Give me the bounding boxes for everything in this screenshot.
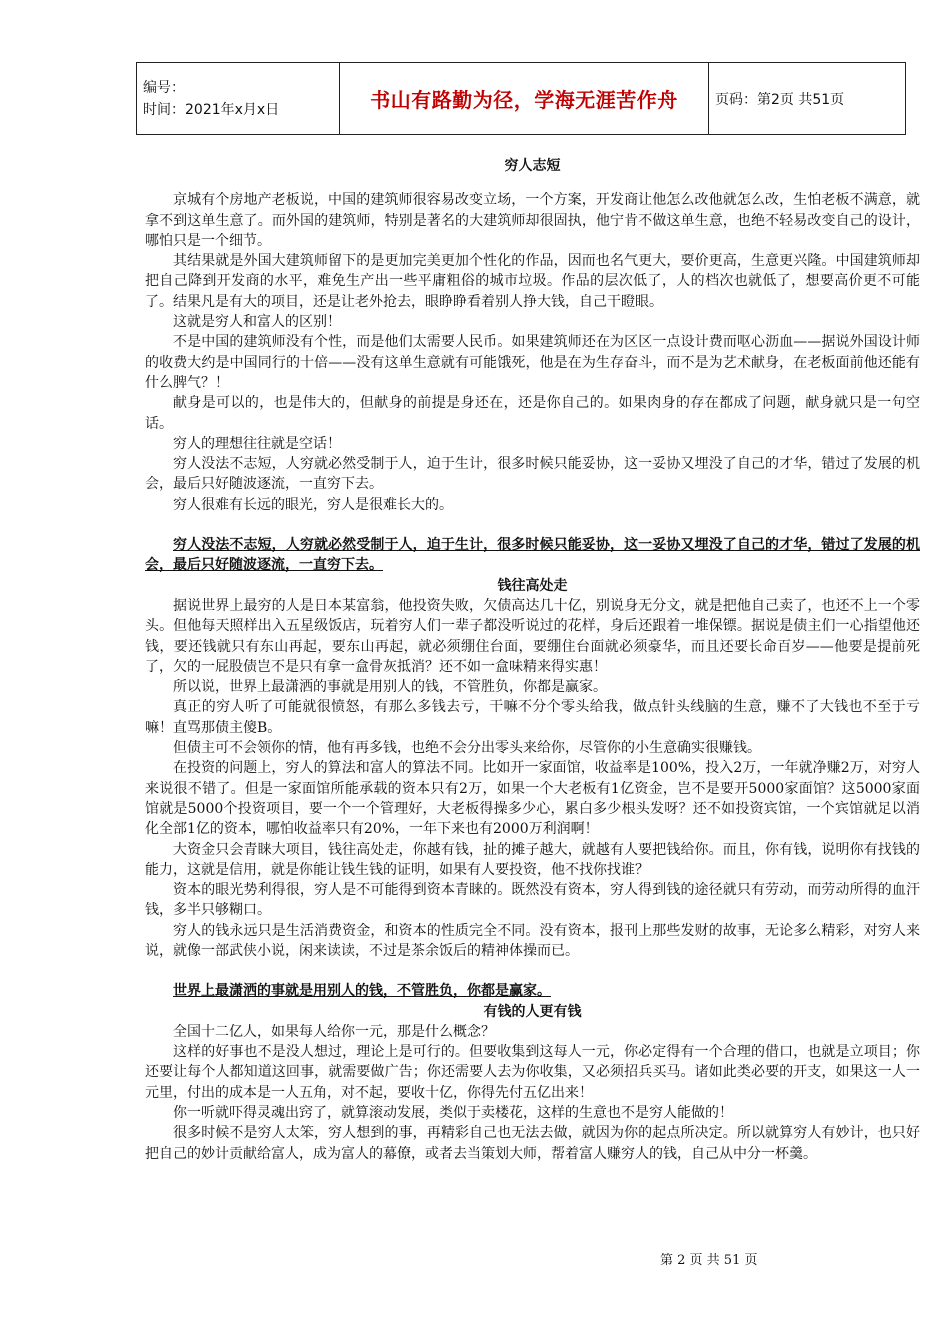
paragraph: 资本的眼光势利得很，穷人是不可能得到资本青睐的。既然没有资本，穷人得到钱的途径就只有劳动，而劳动所得的血汗钱，多半只够糊口。 [145,882,920,919]
spacer [145,515,920,535]
section-title-1: 穷人志短 [504,158,561,174]
paragraph: 大资金只会青睐大项目，钱往高处走，你越有钱，扯的摊子越大，就越有人要把钱给你。而且，你有钱，说明你有找钱的能力，这就是信用，就是你能让钱生钱的证明，如果有人要投资，他不找你找谁？ [145,841,920,878]
paragraph: 这样的好事也不是没人想过，理论上是可行的。但要收集到这每人一元，你必定得有一个合理的借口，也就是立项目；你还要让每个人都知道这回事，就需要做广告；你还需要人去为你收集，又必须招兵买马。诸如此类必要的开支，如果这一人一元里，付出的成本是一人五角，对不起，要收十亿，你得先付五亿出来！ [145,1044,920,1101]
paragraph: 献身是可以的，也是伟大的，但献身的前提是身还在，还是你自己的。如果肉身的存在都成了问题，献身就只是一句空话。 [145,395,920,432]
paragraph: 穷人很难有长远的眼光，穷人是很难长大的。 [173,496,453,513]
time-label: 时间：2021年x月x日 [143,101,280,118]
paragraph: 你一听就吓得灵魂出窍了，就算滚动发展，类似于卖楼花，这样的生意也不是穷人能做的！ [173,1105,733,1122]
document-body [145,156,920,1164]
paragraph: 不是中国的建筑师没有个性，而是他们太需要人民币。如果建筑师还在为区区一点设计费而呕心沥血——据说外国设计师的收费大约是中国同行的十倍——没有这单生意就有可能饿死，他是在为生存奋斗，而不是为艺术献身，在老板面前他还能有什么脾气？！ [145,334,920,391]
header-meta [137,63,340,135]
paragraph: 全国十二亿人，如果每人给你一元，那是什么概念？ [173,1023,495,1040]
paragraph: 这就是穷人和富人的区别！ [173,314,341,331]
paragraph: 穷人的理想往往就是空话！ [173,435,341,452]
section-title-2: 钱往高处走 [497,577,568,594]
paragraph: 但债主可不会领你的情，他有再多钱，也绝不会分出零头来给你，尽管你的小生意确实很赚钱。 [173,740,761,757]
highlight-quote-1: 穷人没法不志短，人穷就必然受制于人，迫于生计，很多时候只能妥协，这一妥协又埋没了自己的才华，错过了发展的机会，最后只好随波逐流，一直穷下去。 [145,537,920,574]
header-motto: 书山有路勤为径，学海无涯苦作舟 [340,63,709,135]
paragraph: 所以说，世界上最潇洒的事就是用别人的钱，不管胜负，你都是赢家。 [173,679,607,696]
paragraph: 在投资的问题上，穷人的算法和富人的算法不同。比如开一家面馆，收益率是100%，投入2万，一年就净赚2万，对穷人来说很不错了。但是一家面馆所能承载的资本只有2万，如果一个大老板有1亿资金，岂不是要开5000家面馆？这5000家面馆就是5000个投资项目，要一个一个管理好，大老板得操多少心，累白多少根头发呀？还不如投资宾馆，一个宾馆就足以消化全部1亿的资本，哪怕收益率只有20%，一年下来也有2000万利润啊！ [145,760,920,838]
paragraph: 其结果就是外国大建筑师留下的是更加完美更加个性化的作品，因而也名气更大，要价更高，生意更兴隆。中国建筑师却把自己降到开发商的水平，难免生产出一些平庸粗俗的城市垃圾。作品的层次低了，人的档次也就低了，想要高价更不可能了。结果凡是有大的项目，还是让老外抢去，眼睁睁看着别人挣大钱，自己干瞪眼。 [145,253,920,310]
header-page-info: 页码：第2页 共51页 [709,63,906,135]
header-table [136,62,906,135]
section-title-3: 有钱的人更有钱 [483,1003,582,1020]
spacer [145,961,920,981]
page-footer: 第 2 页 共 51 页 [660,1253,758,1268]
paragraph: 京城有个房地产老板说，中国的建筑师很容易改变立场，一个方案，开发商让他怎么改他就怎么改，生怕老板不满意，就拿不到这单生意了。而外国的建筑师，特别是著名的大建筑师却很固执，他宁肯不做这单生意，也绝不轻易改变自己的设计，哪怕只是一个细节。 [145,192,920,249]
paragraph: 据说世界上最穷的人是日本某富翁，他投资失败，欠债高达几十亿，别说身无分文，就是把他自己卖了，也还不上一个零头。但他每天照样出入五星级饭店，玩着穷人们一辈子都没听说过的花样，身后还跟着一堆保镖。据说是债主们一心指望他还钱，要还钱就只有东山再起，要东山再起，就必须绷住台面，要绷住台面就必须豪华，而且还要长命百岁——他要是提前死了，欠的一屁股债岂不是只有拿一盒骨灰抵消？还不如一盒味精来得实惠！ [145,597,920,675]
highlight-quote-2: 世界上最潇洒的事就是用别人的钱，不管胜负，你都是赢家。 [173,983,551,1000]
number-label: 编号： [143,79,185,96]
paragraph: 很多时候不是穷人太笨，穷人想到的事，再精彩自己也无法去做，就因为你的起点所决定。所以就算穷人有妙计，也只好把自己的妙计贡献给富人，成为富人的幕僚，或者去当策划大师，帮着富人赚穷人的钱，自己从中分一杯羹。 [145,1125,920,1162]
paragraph: 穷人没法不志短，人穷就必然受制于人，迫于生计，很多时候只能妥协，这一妥协又埋没了自己的才华，错过了发展的机会，最后只好随波逐流，一直穷下去。 [145,456,920,493]
paragraph: 真正的穷人听了可能就很愤怒，有那么多钱去亏，干嘛不分个零头给我，做点针头线脑的生意，赚不了大钱也不至于亏嘛！直骂那债主傻B。 [145,699,920,736]
paragraph: 穷人的钱永远只是生活消费资金，和资本的性质完全不同。没有资本，报刊上那些发财的故事，无论多么精彩，对穷人来说，就像一部武侠小说，闲来读读，不过是茶余饭后的精神体操而已。 [145,922,920,959]
